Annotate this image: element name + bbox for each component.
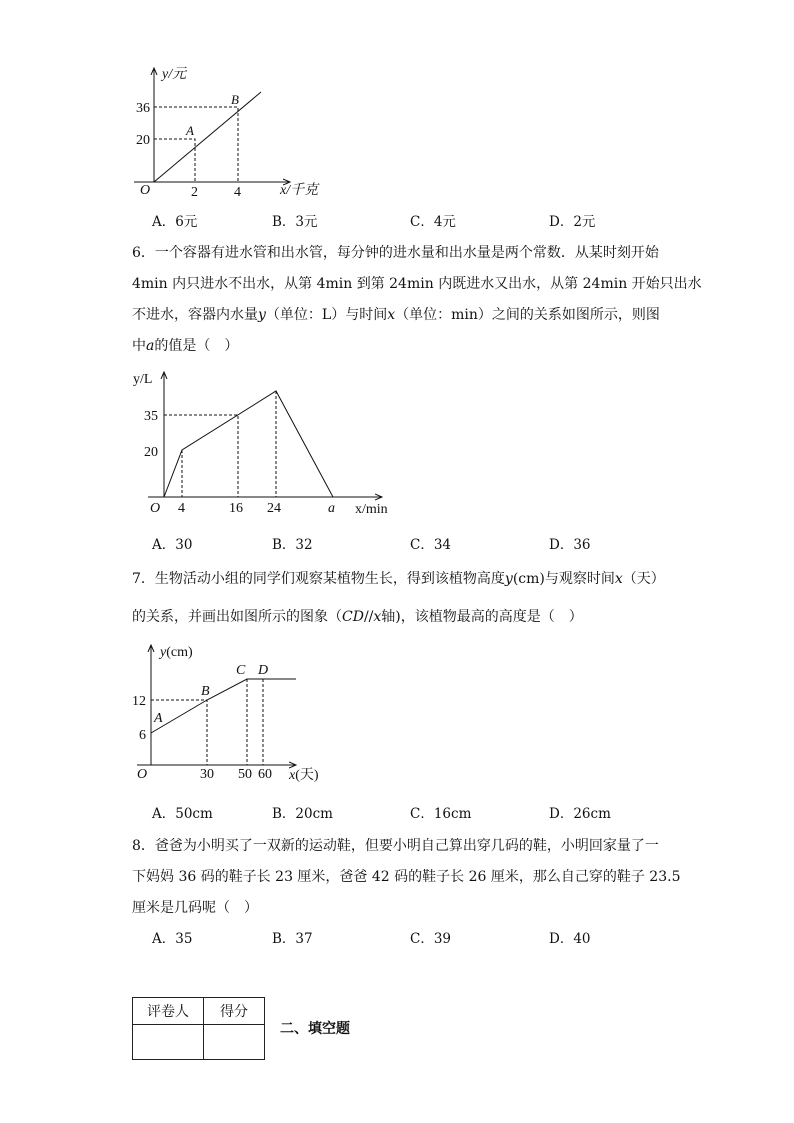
q6-line-4: 中a的值是（ ）: [132, 338, 239, 354]
q6-y-axis-label: y/L: [133, 372, 153, 387]
q7-line-1: 7．生物活动小组的同学们观察某植物生长，得到该植物高度y(cm)与观察时间x（天）: [132, 571, 665, 587]
q6-option-b[interactable]: B．32: [272, 537, 313, 553]
q7-y-tick: 6: [139, 728, 146, 743]
section-title: 二、填空题: [280, 1021, 350, 1037]
q5-option-d[interactable]: D．2元: [549, 214, 596, 230]
q7-x-tick: 60: [258, 767, 272, 782]
score-table: [132, 997, 265, 1060]
q8-option-c[interactable]: C．39: [410, 931, 452, 947]
q7-point-b: B: [201, 684, 210, 699]
q7-x-tick: 50: [238, 767, 252, 782]
q6-line-2: 4min 内只进水不出水，从第 4min 到第 24min 内既进水又出水，从第 24min 开始只出水: [132, 276, 702, 292]
q8-line-1: 8．爸爸为小明买了一双新的运动鞋，但要小明自己算出穿几码的鞋，小明回家量了一: [132, 838, 659, 854]
q7-option-d[interactable]: D．26cm: [549, 806, 611, 822]
q7-point-a: A: [154, 711, 163, 726]
q7-option-c[interactable]: C．16cm: [410, 806, 472, 822]
q6-option-c[interactable]: C．34: [410, 537, 452, 553]
q6-x-tick: 24: [267, 501, 281, 516]
q6-option-a[interactable]: A．30: [152, 537, 193, 553]
q6-line-3: 不进水，容器内水量y（单位：L）与时间x（单位：min）之间的关系如图所示，则图: [132, 307, 660, 323]
q8-option-d[interactable]: D．40: [549, 931, 591, 947]
q7-line-2: 的关系，并画出如图所示的图象（CD//x轴)，该植物最高的高度是（ ）: [132, 609, 583, 625]
q5-x-tick: 2: [191, 185, 198, 200]
q6-option-d[interactable]: D．36: [549, 537, 591, 553]
q5-x-axis-label: x/千克: [280, 183, 319, 198]
score-cell-grader[interactable]: [133, 1025, 204, 1060]
q6-y-tick: 20: [144, 445, 158, 460]
q5-option-c[interactable]: C．4元: [410, 214, 456, 230]
q7-growth-line: [151, 679, 296, 733]
q6-y-tick: 35: [144, 409, 158, 424]
q6-x-tick: 16: [229, 501, 243, 516]
q7-origin: O: [137, 767, 148, 782]
q5-option-b[interactable]: B．3元: [272, 214, 318, 230]
q7-y-axis-label: y(cm): [160, 645, 193, 660]
q7-y-tick: 12: [132, 694, 146, 709]
q8-line-2: 下妈妈 36 码的鞋子长 23 厘米，爸爸 42 码的鞋子长 26 厘米，那么自己穿的鞋子 23.5: [132, 869, 681, 885]
q7-option-a[interactable]: A．50cm: [152, 806, 213, 822]
q8-option-b[interactable]: B．37: [272, 931, 313, 947]
q5-point-b: B: [231, 92, 239, 107]
q8-option-a[interactable]: A．35: [152, 931, 193, 947]
q5-y-axis-label: y/元: [162, 67, 187, 82]
q7-dash-12: [151, 700, 207, 765]
q7-point-c: C: [236, 663, 246, 678]
q8-line-3: 厘米是几码呢（ ）: [132, 900, 258, 916]
q5-y-tick: 36: [136, 101, 150, 116]
q5-y-tick: 20: [136, 133, 150, 148]
q6-x-axis-label: x/min: [355, 502, 388, 517]
q7-x-axis-label: x(天): [289, 768, 319, 783]
q6-x-end-label: a: [328, 501, 335, 516]
q5-point-a: A: [186, 123, 194, 138]
score-header-score: 得分: [204, 998, 265, 1025]
q7-point-d: D: [258, 663, 269, 678]
q5-origin: O: [140, 183, 151, 198]
q5-x-tick: 4: [234, 185, 241, 200]
q6-x-tick: 4: [178, 501, 185, 516]
q6-line-1: 6．一个容器有进水管和出水管，每分钟的进水量和出水量是两个常数．从某时刻开始: [132, 245, 659, 261]
q7-x-tick: 30: [200, 767, 214, 782]
score-header-grader: 评卷人: [133, 998, 204, 1025]
q7-option-b[interactable]: B．20cm: [272, 806, 333, 822]
score-cell-score[interactable]: [204, 1025, 265, 1060]
q5-option-a[interactable]: A．6元: [152, 214, 198, 230]
q6-origin: O: [150, 501, 161, 516]
